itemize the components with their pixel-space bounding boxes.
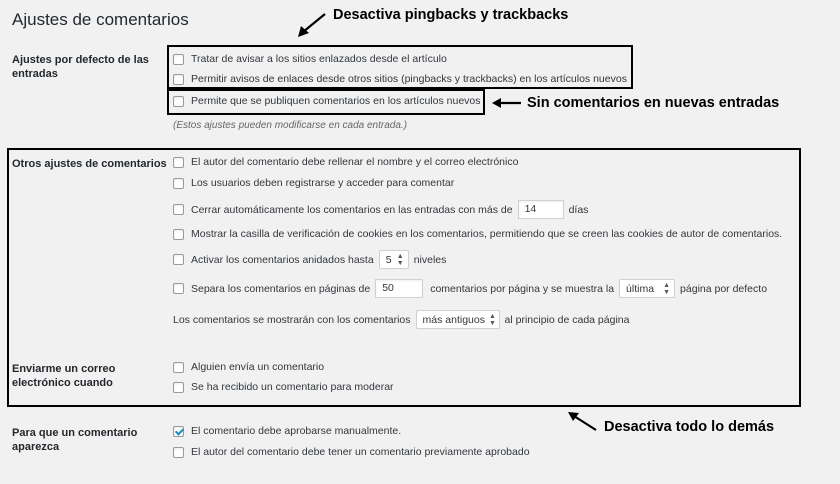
manual-approval-checkbox[interactable] xyxy=(173,426,184,437)
threaded-suffix: niveles xyxy=(413,253,447,266)
allow-comments-text: Permite que se publiquen comentarios en los artículos nuevos xyxy=(191,95,481,107)
default-page-value: última xyxy=(626,282,655,295)
new-comments-highlight-box xyxy=(167,89,485,115)
previously-approved-option[interactable] xyxy=(173,446,530,458)
pingbacks-highlight-box xyxy=(167,45,633,89)
pingbacks-arrow-icon xyxy=(295,10,329,40)
registration-text: Los usuarios deben registrarse y acceder para comentar xyxy=(191,177,455,189)
allow-pings-text: Permitir avisos de enlaces desde otros sitios (pingbacks y trackbacks) en los artículos nuevos xyxy=(191,73,627,85)
anyone-posts-text: Alguien envía un comentario xyxy=(191,361,325,373)
require-name-email-text: El autor del comentario debe rellenar el nombre y el correo electrónico xyxy=(191,156,519,168)
pingback-notify-text: Tratar de avisar a los sitios enlazados desde el artículo xyxy=(191,53,447,65)
manual-approval-text: El comentario debe aprobarse manualmente. xyxy=(191,425,402,437)
paged-suffix: página por defecto xyxy=(680,282,768,295)
select-arrows-icon: ▲ ▼ xyxy=(663,281,671,296)
previously-approved-text: El autor del comentario debe tener un comentario previamente aprobado xyxy=(191,446,530,458)
order-suffix: al principio de cada página xyxy=(504,313,630,326)
paged-middle: comentarios por página y se muestra la xyxy=(430,282,615,295)
thread-depth-value: 5 xyxy=(385,253,392,266)
manual-approval-option[interactable] xyxy=(173,425,401,437)
default-post-settings-label: Ajustes por defecto de las entradas xyxy=(12,54,149,80)
cookies-text: Mostrar la casilla de verificación de cookies en los comentarios, permitiendo que se creen las cookies de autor de comentarios. xyxy=(191,228,783,240)
select-arrows-icon: ▲ ▼ xyxy=(396,252,404,267)
email-me-label: Enviarme un correo electrónico cuando xyxy=(12,363,116,389)
page-title: Ajustes de comentarios xyxy=(12,10,189,29)
moderation-text: Se ha recibido un comentario para moderar xyxy=(191,381,394,393)
paged-prefix: Separa los comentarios en páginas de xyxy=(191,282,371,295)
settings-note: (Estos ajustes pueden modificarse en cada entrada.) xyxy=(173,120,408,131)
comment-order-value: más antiguos xyxy=(422,313,485,326)
pingbacks-annotation: Desactiva pingbacks y trackbacks xyxy=(333,7,569,23)
other-settings-label: Otros ajustes de comentarios xyxy=(12,158,167,170)
previously-approved-checkbox[interactable] xyxy=(173,447,184,458)
select-arrows-icon: ▲ ▼ xyxy=(488,312,496,327)
close-comments-suffix: días xyxy=(568,203,589,216)
rest-annotation: Desactiva todo lo demás xyxy=(604,419,775,435)
close-days-input[interactable]: 14 xyxy=(518,200,564,219)
no-comments-annotation: Sin comentarios en nuevas entradas xyxy=(527,95,780,111)
order-prefix: Los comentarios se mostrarán con los comentarios xyxy=(173,313,411,326)
close-comments-prefix: Cerrar automáticamente los comentarios en las entradas con más de xyxy=(191,203,513,216)
threaded-prefix: Activar los comentarios anidados hasta xyxy=(191,253,374,266)
rest-arrow-icon xyxy=(565,410,599,434)
comments-per-page-input[interactable]: 50 xyxy=(375,279,423,298)
no-comments-arrow-icon xyxy=(491,96,523,110)
other-settings-highlight-box xyxy=(7,148,801,407)
comment-appear-label: Para que un comentario aparezca xyxy=(12,427,138,453)
